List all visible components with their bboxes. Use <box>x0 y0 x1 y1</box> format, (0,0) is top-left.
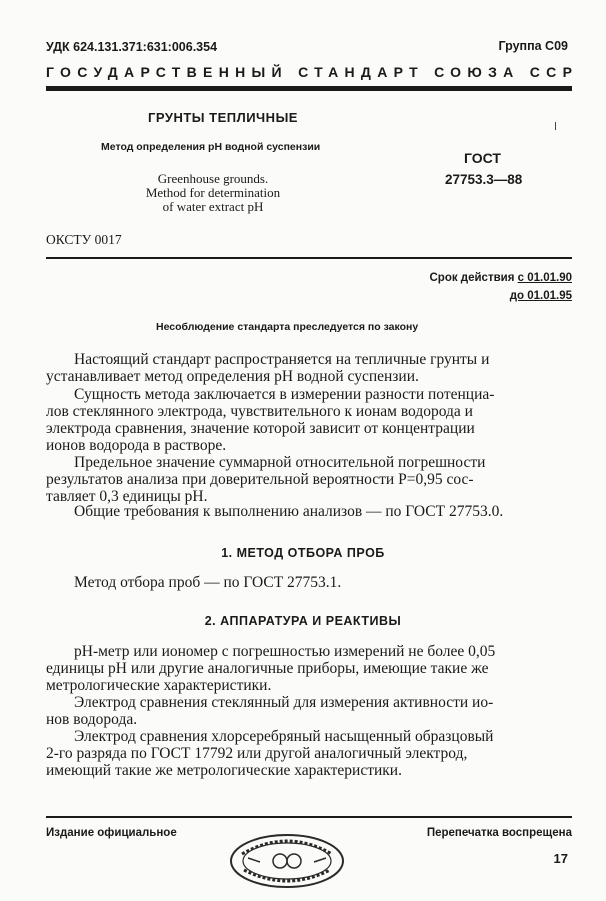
validity-line-1 <box>429 272 572 284</box>
intro-text <box>46 351 574 385</box>
section-2-paragraph-2: Электрод сравнения стеклянный для измерения активности ио- нов водорода. <box>46 694 494 728</box>
subtitle-ru: Метод определения pH водной суспензии <box>101 141 321 153</box>
library-stamp <box>228 832 346 890</box>
validity-prefix: Срок действия <box>429 272 518 284</box>
title-en-line-2: Method for determination <box>145 185 281 200</box>
udk-code: УДК 624.131.371:631:006.354 <box>46 40 218 54</box>
validity-start-date: с 01.01.90 <box>517 272 572 284</box>
section-1-heading: 1. МЕТОД ОТБОРА ПРОБ <box>221 546 385 560</box>
intro-paragraph-4: Общие требования к выполнению анализов — по ГОСТ 27753.0. <box>74 503 504 520</box>
edition-note: Издание официальное <box>46 827 177 839</box>
gost-number: 27753.3—88 <box>445 172 523 187</box>
section-2-paragraph-3: Электрод сравнения хлорсеребряный насыщенный образцовый 2-го разряда по ГОСТ 17792 или другой аналогичный электрод, имеющий такие же метрологические характеристики. <box>46 728 494 779</box>
okstu-code: ОКСТУ 0017 <box>46 232 122 247</box>
standard-title: ГОСУДАРСТВЕННЫЙ СТАНДАРТ СОЮЗА ССР <box>46 64 579 80</box>
footer-rule <box>46 816 572 818</box>
section-1-text: Метод отбора проб — по ГОСТ 27753.1. <box>74 574 342 591</box>
gost-label: ГОСТ <box>464 150 501 166</box>
title-en-line-3: of water extract pH <box>162 199 264 214</box>
title-ru: ГРУНТЫ ТЕПЛИЧНЫЕ <box>148 110 298 125</box>
title-en <box>138 172 288 214</box>
page-number: 17 <box>553 851 568 866</box>
legal-notice: Несоблюдение стандарта преследуется по закону <box>156 321 419 333</box>
intro-paragraph-1: Настоящий стандарт распространяется на тепличные грунты и устанавливает метод определения pH водной суспензии. <box>46 351 490 385</box>
intro-paragraph-2: Сущность метода заключается в измерении разности потенциа- лов стеклянного электрода, чувствительного к ионам водорода и электрода сравнения, значение которой зависит от концентрации ионов водорода в растворе. <box>46 386 495 454</box>
margin-mark <box>555 122 556 130</box>
header-rule <box>46 86 572 91</box>
title-rule <box>46 257 572 259</box>
title-en-line-1: Greenhouse grounds. <box>157 171 269 186</box>
reprint-note: Перепечатка воспрещена <box>426 827 572 839</box>
section-2-heading: 2. АППАРАТУРА И РЕАКТИВЫ <box>204 614 402 628</box>
validity-end-date: до 01.01.95 <box>509 290 572 302</box>
intro-paragraph-3: Предельное значение суммарной относительной погрешности результатов анализа при доверительной вероятности P=0,95 сос- тавляет 0,3 единицы pH. <box>46 454 486 505</box>
section-2-paragraph-1: pH-метр или иономер с погрешностью измерений не более 0,05 единицы pH или другие аналогичные приборы, имеющие такие же метрологические характеристики. <box>46 643 496 694</box>
group-code: Группа С09 <box>498 39 568 53</box>
